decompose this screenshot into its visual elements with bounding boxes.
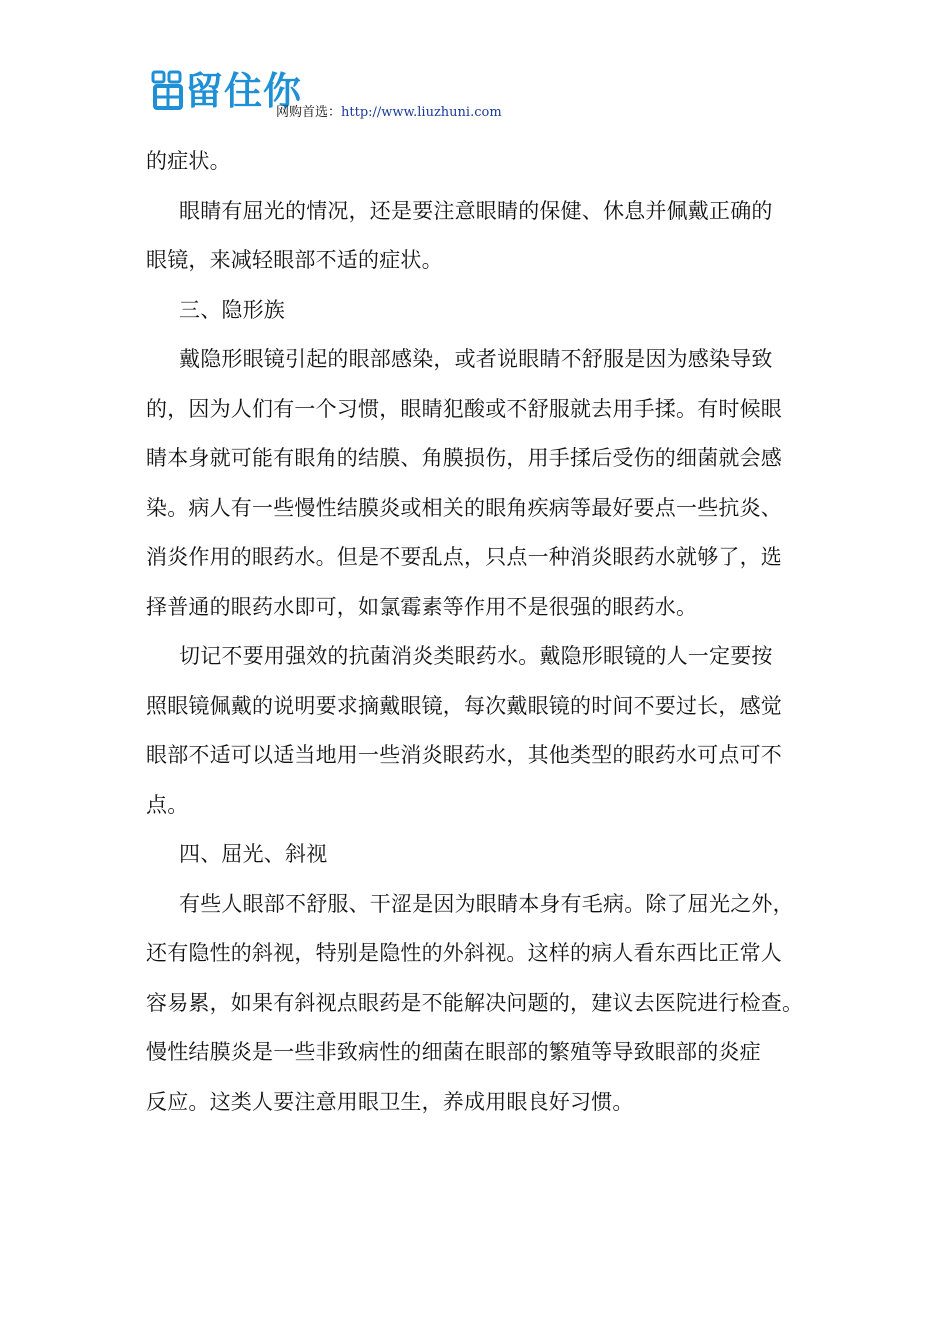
text-line: 切记不要用强效的抗菌消炎类眼药水。戴隐形眼镜的人一定要按	[179, 644, 773, 668]
text-line: 的，因为人们有一个习惯，眼睛犯酸或不舒服就去用手揉。有时候眼	[146, 396, 782, 421]
text-line: 点。	[146, 792, 189, 817]
text-line: 择普通的眼药水即可，如氯霉素等作用不是很强的眼药水。	[146, 594, 698, 619]
text-line: 染。病人有一些慢性结膜炎或相关的眼角疾病等最好要点一些抗炎、	[146, 495, 782, 520]
logo-text: 留住你	[185, 69, 303, 113]
site-tagline	[276, 101, 502, 120]
page-header	[150, 66, 770, 122]
text-line: 还有隐性的斜视，特别是隐性的外斜视。这样的病人看东西比正常人	[146, 941, 782, 965]
text-line: 的症状。	[146, 149, 231, 173]
text-line: 容易累，如果有斜视点眼药是不能解决问题的，建议去医院进行检查。	[146, 990, 804, 1015]
text-line: 慢性结膜炎是一些非致病性的细菌在眼部的繁殖等导致眼部的炎症	[146, 1040, 761, 1064]
text-line: 眼部不适可以适当地用一些消炎眼药水，其他类型的眼药水可点可不	[146, 743, 782, 767]
text-line: 照眼镜佩戴的说明要求摘戴眼镜，每次戴眼镜的时间不要过长，感觉	[146, 693, 782, 718]
site-label: 网购首选：	[276, 105, 342, 120]
logo-mark-icon	[150, 66, 186, 116]
text-line: 睛本身就可能有眼角的结膜、角膜损伤，用手揉后受伤的细菌就会感	[146, 446, 782, 470]
text-line: 眼镜，来减轻眼部不适的症状。	[146, 248, 443, 272]
text-line: 有些人眼部不舒服、干涩是因为眼睛本身有毛病。除了屈光之外，	[179, 891, 794, 916]
text-line: 反应。这类人要注意用眼卫生，养成用眼良好习惯。	[146, 1089, 634, 1114]
text-line: 戴隐形眼镜引起的眼部感染，或者说眼睛不舒服是因为感染导致	[179, 347, 773, 371]
site-url-link[interactable]: http://www.liuzhuni.com	[341, 105, 502, 120]
text-line: 三、隐形族	[179, 297, 285, 322]
text-line: 消炎作用的眼药水。但是不要乱点，只点一种消炎眼药水就够了，选	[146, 545, 782, 569]
text-line: 眼睛有屈光的情况，还是要注意眼睛的保健、休息并佩戴正确的	[179, 198, 773, 223]
text-line: 四、屈光、斜视	[179, 842, 328, 866]
site-logo[interactable]	[150, 66, 303, 116]
article-body	[146, 137, 810, 1127]
